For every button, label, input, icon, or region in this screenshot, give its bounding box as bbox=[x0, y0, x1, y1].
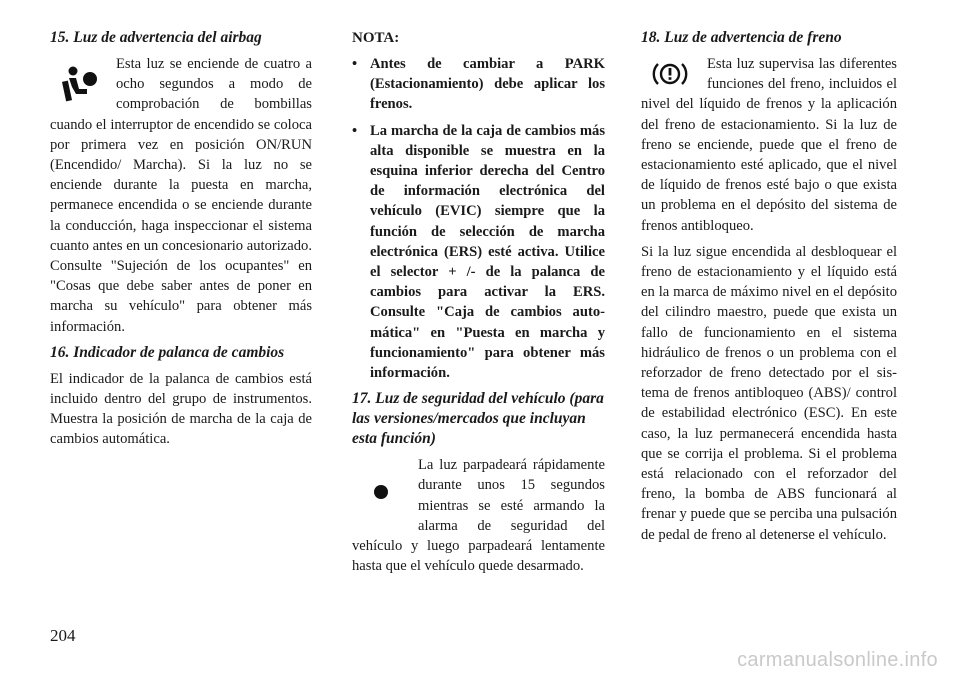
column-left bbox=[50, 28, 312, 456]
section-18-text: Esta luz supervisa las diferentes funciones del freno, incluidos el nivel del líquido de frenos y la aplicación del freno de estacionamiento. Si la luz de freno se enciende, puede que el freno de estacionamiento esté aplicado, que el nivel de líquido de frenos esté bajo o que exista un problema en el depósito del sistema de frenos antibloqueo. bbox=[641, 56, 897, 234]
section-15-heading: 15. Luz de advertencia del airbag bbox=[50, 29, 262, 46]
note-bullet-text: Antes de cambiar a PARK (Estacionamiento) debe aplicar los frenos. bbox=[370, 56, 605, 113]
security-dot-icon bbox=[352, 455, 410, 529]
note-bullet-text: La marcha de la caja de cambios más alta disponible se muestra en la esquina inferior derecha del Centro de información electrónica del vehículo (EVIC) siempre que la función de selección de marcha electrónica (ERS) esté activa. Utilice el selector + /- de la palanca de cambios para activar la ERS. Consulte "Caja de cambios automática" en "Puesta en marcha y funcionamiento" para obtener más información. bbox=[370, 122, 605, 382]
note-label: NOTA: bbox=[352, 30, 400, 46]
section-15-text: Esta luz se enciende de cuatro a ocho segundos a modo de comprobación de bombillas cuando el interruptor de encendido se coloca por primera vez en posición ON/RUN (Encendido/ Marcha). Si la luz no se enciende durante la puesta en marcha, permanece encendida o se enciende durante la conducción, haga inspeccionar el sistema cuanto antes en un concesionario autorizado. Consulte "Sujeción de los ocupantes" en "Cosas que debe saber antes de poner en marcha su vehículo" para obtener más información. bbox=[50, 56, 312, 335]
column-right bbox=[641, 28, 897, 551]
section-16-heading: 16. Indicador de palanca de cambios bbox=[50, 343, 285, 361]
bullet-icon: • bbox=[352, 56, 358, 72]
note-bullet bbox=[352, 54, 605, 115]
section-17-heading: 17. Luz de seguridad del vehículo (para las versiones/mercados que incluyan esta función) bbox=[352, 390, 604, 448]
airbag-warning-icon bbox=[50, 54, 108, 114]
column-middle bbox=[352, 28, 605, 582]
note-bullet bbox=[352, 121, 605, 384]
section-18-heading: 18. Luz de advertencia de freno bbox=[641, 29, 842, 46]
section-18-text-2: Si la luz sigue encendida al desbloquear el freno de estacionamiento y el líquido está en la marca de máximo nivel en el depósito del cilindro maestro, puede que exista un fallo de funcionamiento en el sistema hidráulico de frenos o un problema con el reforzador de freno detectado por el sistema de frenos antibloqueo (ABS)/ control de estabilidad electrónico (ESC). En este caso, la luz permanecerá encendida hasta que se corrija el problema. Si el problema está relacionado con el reforzador del freno, la bomba de ABS funcionará al frenar y puede que se perciba una pulsación de pedal de freno al detenerse el vehículo. bbox=[641, 243, 897, 543]
section-17-text: La luz parpadeará rápidamente durante unos 15 segundos mientras se esté armando la alarma de seguridad del vehículo y luego parpadeará lentamente hasta que el vehículo quede desarmado. bbox=[352, 457, 605, 575]
note-bullets bbox=[352, 54, 605, 383]
page-number: 204 bbox=[50, 626, 76, 645]
section-16-text: El indicador de la palanca de cambios está incluido dentro del grupo de instrumentos. Muestra la posición de marcha de la caja de cambios automática. bbox=[50, 370, 312, 448]
brake-warning-icon bbox=[641, 54, 699, 94]
bullet-icon: • bbox=[352, 122, 358, 139]
watermark: carmanualsonline.info bbox=[737, 649, 938, 671]
